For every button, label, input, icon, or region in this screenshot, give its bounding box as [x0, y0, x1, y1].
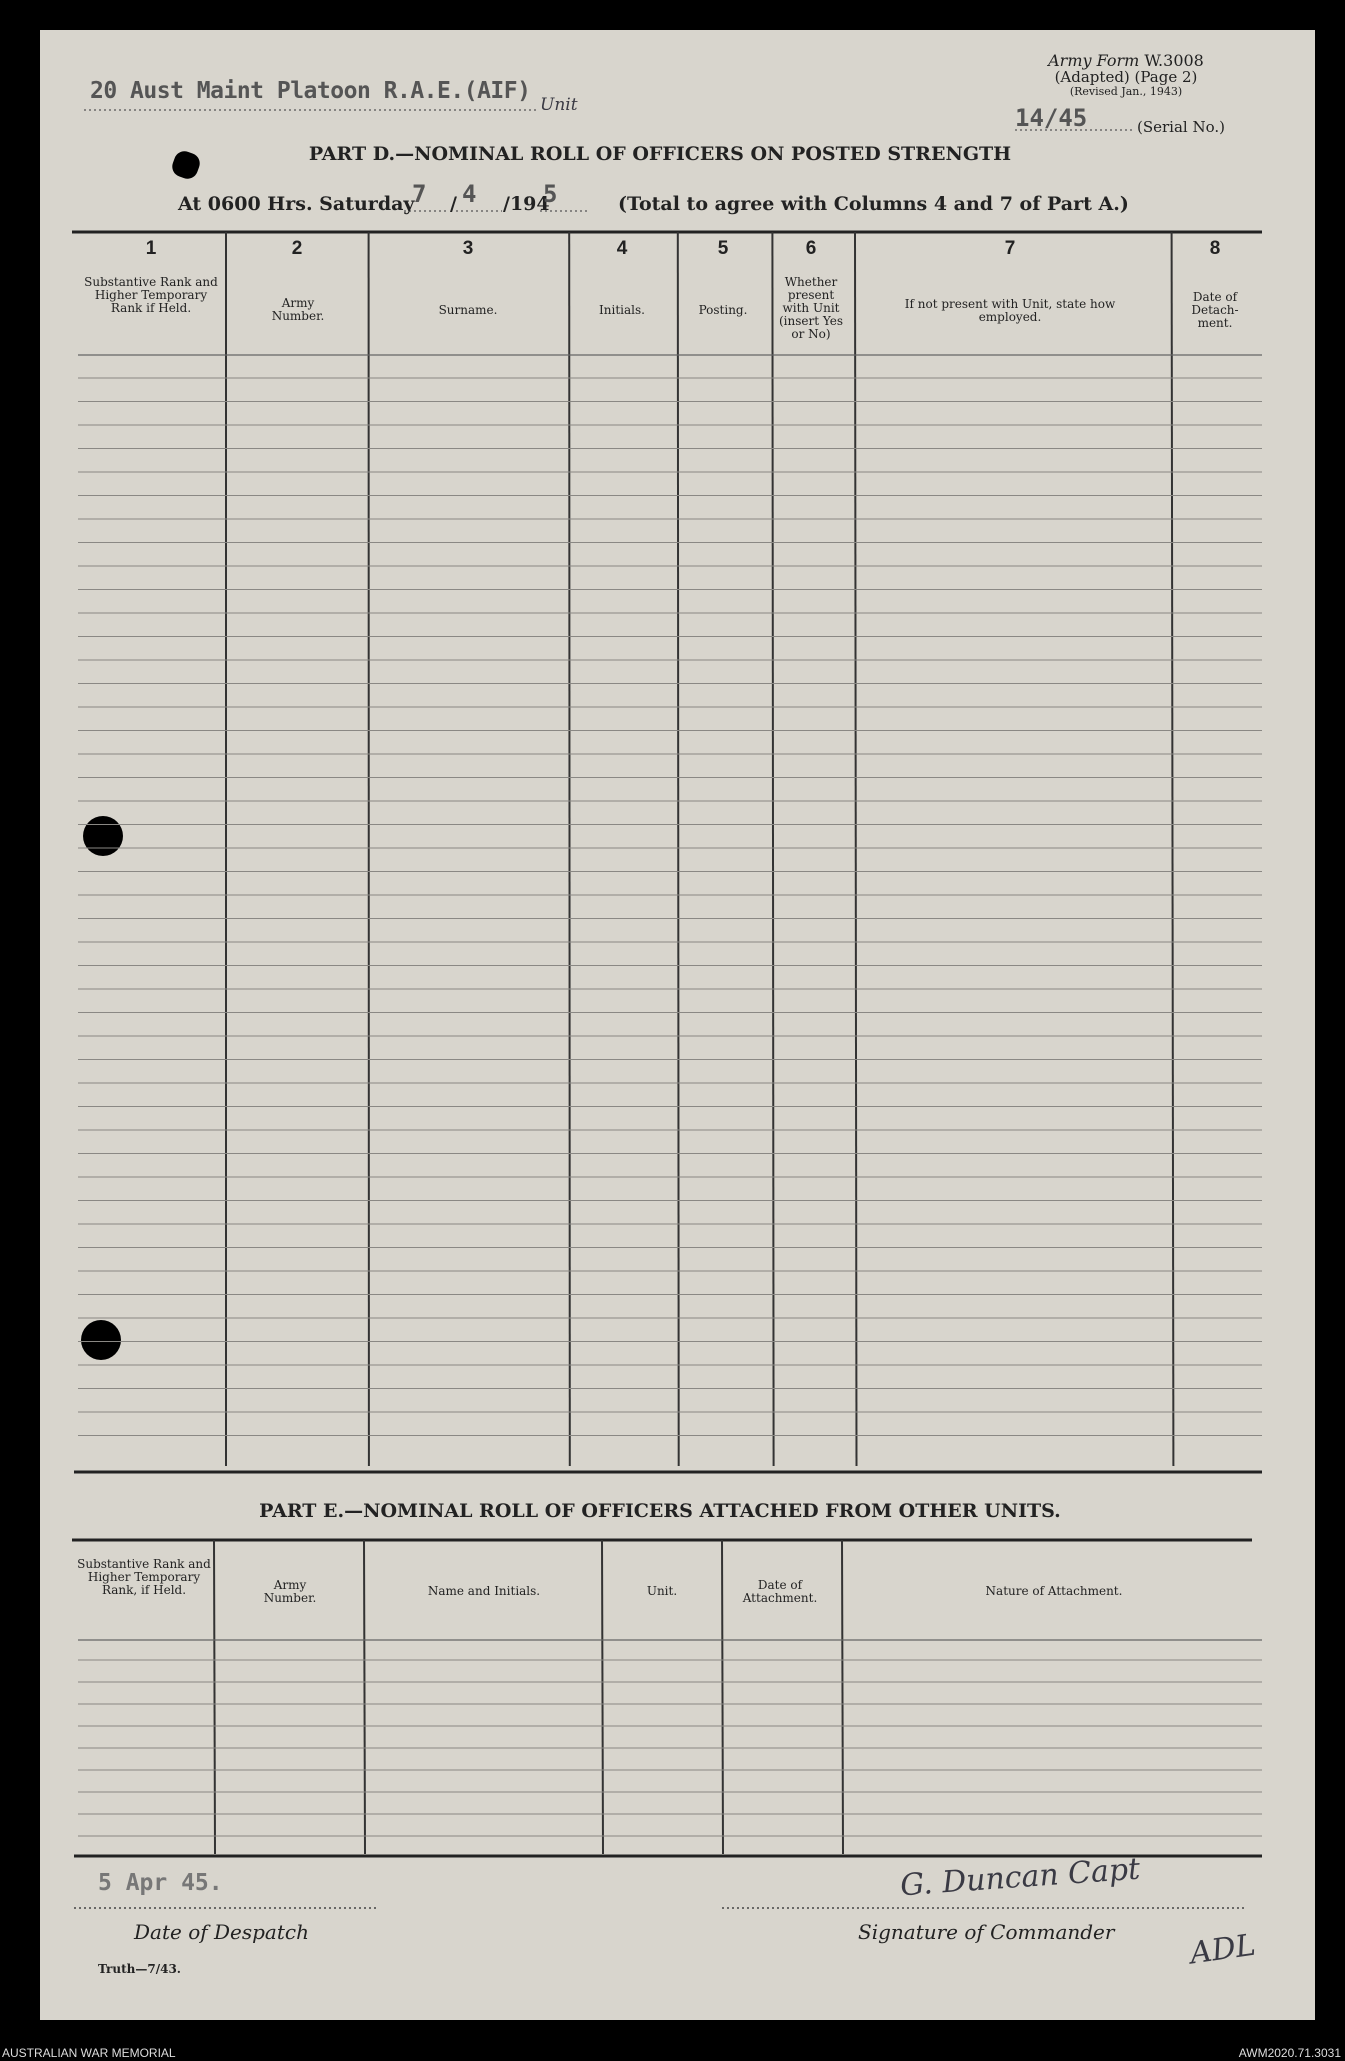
e-col-label-nature-attachment: Nature of Attachment. — [985, 1584, 1123, 1598]
unit-value: 20 Aust Maint Platoon R.A.E.(AIF) — [90, 78, 531, 104]
part-e-col-divider — [842, 1540, 843, 1854]
col-num-7: 7 — [1004, 238, 1016, 259]
col-label-whether-present: Whether present with Unit (insert Yes or No) — [778, 275, 844, 341]
col-label-date-detachment: Date of Detach-ment. — [1191, 290, 1239, 330]
serial-value: 14/45 — [1015, 104, 1088, 132]
commander-signature: G. Duncan Capt — [899, 1851, 1142, 1904]
signature-label: Signature of Commander — [858, 1920, 1115, 1944]
officer-initials: ADL — [1187, 1927, 1258, 1972]
part-d-month: 4 — [462, 180, 477, 208]
archive-id: AWM2020.71.3031 — [1238, 2046, 1341, 2060]
col-label-initials: Initials. — [599, 303, 645, 317]
army-form-number: W.3008 — [1144, 51, 1204, 70]
part-d-year-prefix: /194 — [503, 193, 550, 215]
e-col-label-name-initials: Name and Initials. — [427, 1584, 541, 1598]
col-num-5: 5 — [717, 238, 729, 259]
army-form-block — [1000, 52, 1252, 98]
e-col-label-date-attachment: Date of Attachment. — [742, 1578, 818, 1605]
despatch-date-label: Date of Despatch — [134, 1920, 309, 1944]
adapted-text: (Adapted) (Page 2) — [1054, 68, 1198, 86]
col-label-rank: Substantive Rank and Higher Temporary Rank if Held. — [84, 275, 218, 315]
part-d-col-divider — [855, 232, 857, 1466]
part-d-col-divider — [569, 232, 570, 1466]
part-e-col-divider — [364, 1540, 365, 1854]
col-label-army-number: Army Number. — [271, 296, 325, 323]
col-num-6: 6 — [805, 238, 817, 259]
col-label-surname: Surname. — [438, 303, 498, 317]
part-e-col-divider — [722, 1540, 723, 1854]
part-e-title: PART E.—NOMINAL ROLL OF OFFICERS ATTACHED FROM OTHER UNITS. — [259, 1500, 1061, 1522]
part-d-year-digit: 5 — [543, 180, 558, 208]
part-d-total-note: (Total to agree with Columns 4 and 7 of Part A.) — [618, 193, 1129, 215]
part-d-at-prefix: At 0600 Hrs. Saturday — [178, 193, 415, 215]
col-num-8: 8 — [1209, 238, 1221, 259]
col-num-3: 3 — [462, 238, 474, 259]
revised-text: (Revised Jan., 1943) — [1069, 85, 1183, 98]
col-num-1: 1 — [145, 238, 157, 259]
despatch-date-value: 5 Apr 45. — [98, 1870, 223, 1896]
col-label-posting: Posting. — [698, 303, 748, 317]
print-code: Truth—7/43. — [98, 1962, 181, 1976]
part-d-title: PART D.—NOMINAL ROLL OF OFFICERS ON POSTED STRENGTH — [308, 143, 1012, 165]
e-col-label-rank: Substantive Rank and Higher Temporary Rank, if Held. — [77, 1557, 211, 1597]
col-label-how-employed: If not present with Unit, state how employed. — [904, 297, 1116, 324]
part-e-col-divider — [214, 1540, 215, 1854]
part-d-col-divider — [772, 232, 773, 1466]
col-num-2: 2 — [291, 238, 303, 259]
unit-label: Unit — [540, 95, 578, 115]
archive-name: AUSTRALIAN WAR MEMORIAL — [2, 2046, 176, 2060]
serial-label: (Serial No.) — [1137, 118, 1225, 136]
part-d-slash: / — [450, 193, 457, 215]
col-num-4: 4 — [616, 238, 628, 259]
army-form-label: Army Form — [1048, 51, 1140, 70]
e-col-label-unit: Unit. — [646, 1584, 678, 1598]
part-d-col-divider — [1172, 232, 1174, 1466]
e-col-label-army-number: Army Number. — [263, 1578, 317, 1605]
part-d-col-divider — [678, 232, 679, 1466]
part-d-day: 7 — [412, 180, 427, 208]
